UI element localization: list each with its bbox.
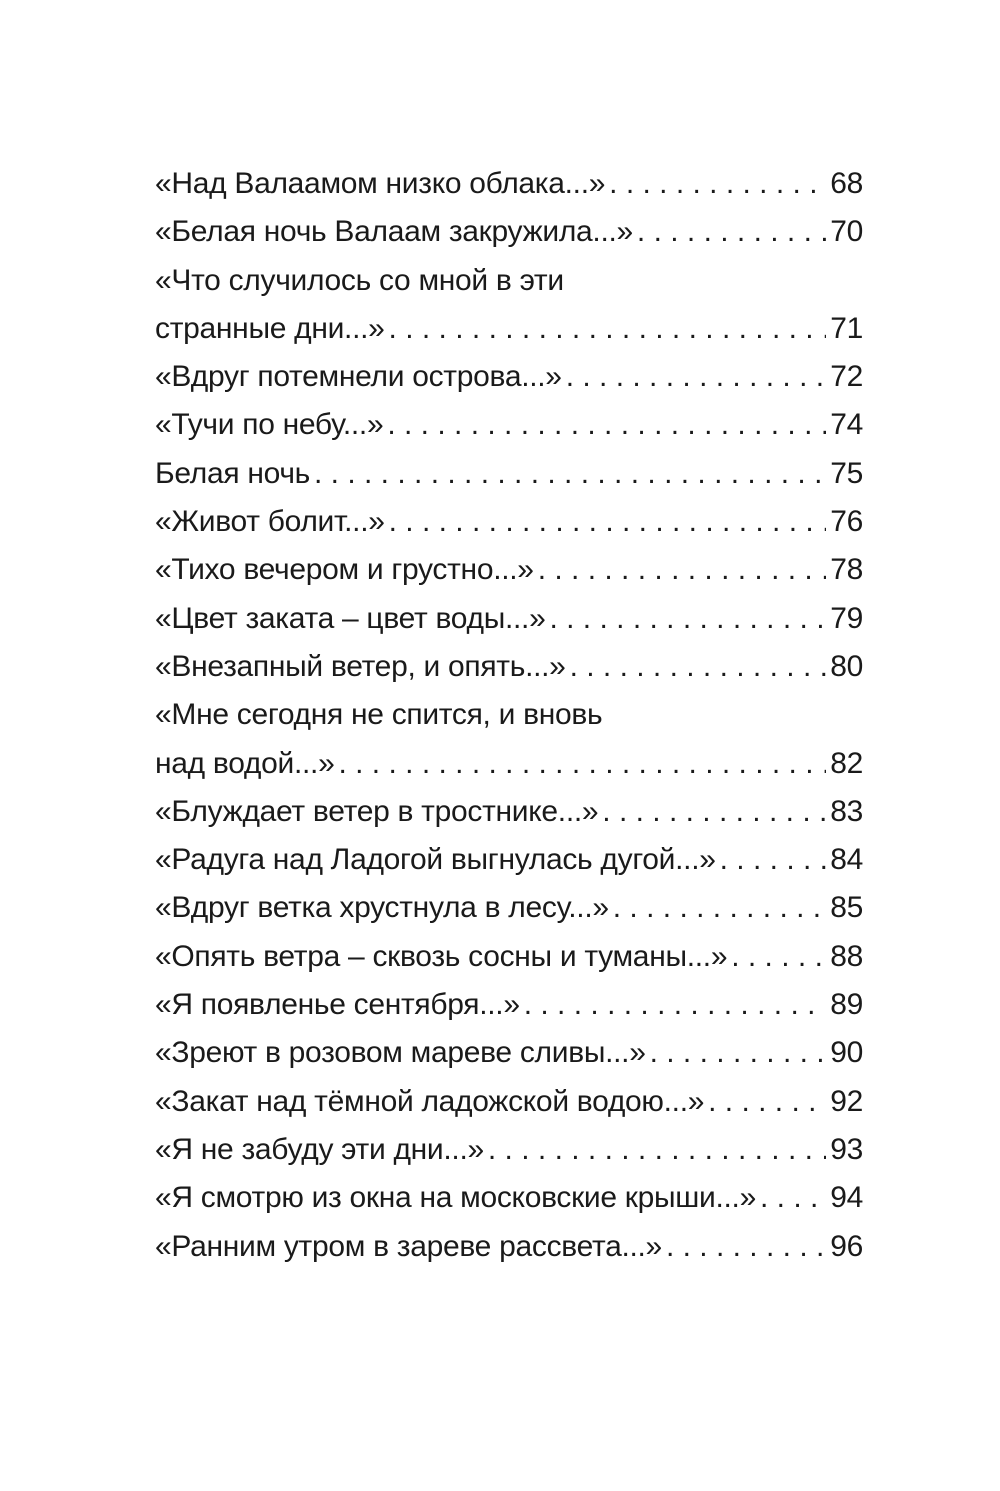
dot-leader <box>338 740 826 788</box>
toc-entry <box>155 546 863 594</box>
dot-leader <box>602 788 826 836</box>
toc-entry-title: «Я появленье сентября...» <box>155 988 520 1022</box>
toc-entry-line <box>155 595 863 643</box>
toc-entry-title: «Опять ветра – сквозь сосны и туманы...» <box>155 939 728 973</box>
toc-entry-title: Белая ночь <box>155 456 310 490</box>
toc-entry <box>155 1126 863 1174</box>
dot-leader <box>549 595 826 643</box>
toc-entry-line <box>155 1029 863 1077</box>
toc-entry-line <box>155 546 863 594</box>
toc-entry-title: «Я смотрю из окна на московские крыши...» <box>155 1181 756 1215</box>
dot-leader <box>666 1223 826 1271</box>
toc-entry <box>155 691 863 788</box>
toc-entry-title: «Ранним утром в зареве рассвета...» <box>155 1229 662 1263</box>
toc-entry-title: «Цвет заката – цвет воды...» <box>155 601 546 635</box>
toc-entry-line <box>155 691 863 739</box>
toc-page-number: 76 <box>830 505 863 539</box>
toc-page-number: 70 <box>830 215 863 249</box>
toc-entry-line <box>155 450 863 498</box>
toc-entry <box>155 981 863 1029</box>
toc-entry-line <box>155 836 863 884</box>
dot-leader <box>387 401 826 449</box>
toc-entry-title: «Вдруг ветка хрустнула в лесу...» <box>155 891 609 925</box>
toc-entry <box>155 401 863 449</box>
dot-leader <box>613 884 826 932</box>
toc-entry-line <box>155 498 863 546</box>
toc-entry <box>155 1223 863 1271</box>
toc-entry <box>155 450 863 498</box>
toc-entry <box>155 498 863 546</box>
toc-entry-line <box>155 1078 863 1126</box>
toc-entry <box>155 257 863 354</box>
toc-page-number: 96 <box>830 1229 863 1263</box>
toc-entry-line <box>155 981 863 1029</box>
toc-entry-title: «Тихо вечером и грустно...» <box>155 553 534 587</box>
dot-leader <box>650 1029 826 1077</box>
toc-page-number: 78 <box>830 553 863 587</box>
toc-entry <box>155 1174 863 1222</box>
toc-entry <box>155 933 863 981</box>
toc-entry <box>155 884 863 932</box>
toc-page-number: 85 <box>830 891 863 925</box>
toc-entry-title: «Вдруг потемнели острова...» <box>155 360 562 394</box>
toc-entry-title: «Блуждает ветер в тростнике...» <box>155 794 599 828</box>
toc-entry-line <box>155 353 863 401</box>
toc-entry-title: «Я не забуду эти дни...» <box>155 1132 484 1166</box>
toc-page-number: 74 <box>830 408 863 442</box>
toc-entry-title: «Тучи по небу...» <box>155 408 384 442</box>
toc-page-number: 71 <box>830 311 863 345</box>
toc-entry <box>155 353 863 401</box>
toc-entry-line <box>155 643 863 691</box>
toc-entry-title: странные дни...» <box>155 311 385 345</box>
toc-page-number: 75 <box>830 456 863 490</box>
toc-entry-line <box>155 305 863 353</box>
toc-page-number: 84 <box>830 843 863 877</box>
toc-entry-line <box>155 208 863 256</box>
toc-entry <box>155 595 863 643</box>
toc-entry-title: «Закат над тёмной ладожской водою...» <box>155 1084 705 1118</box>
toc-page-number: 82 <box>830 746 863 780</box>
toc-entry-line <box>155 401 863 449</box>
toc-page-number: 79 <box>830 601 863 635</box>
dot-leader <box>538 546 826 594</box>
toc-page-number: 83 <box>830 794 863 828</box>
toc-entry <box>155 160 863 208</box>
toc-entry-line <box>155 160 863 208</box>
toc-entry-line <box>155 884 863 932</box>
dot-leader <box>637 208 826 256</box>
toc-page-number: 89 <box>830 988 863 1022</box>
dot-leader <box>488 1126 826 1174</box>
table-of-contents <box>155 160 863 1271</box>
toc-page-number: 90 <box>830 1036 863 1070</box>
dot-leader <box>708 1078 826 1126</box>
toc-entry-line <box>155 933 863 981</box>
toc-entry-title: «Белая ночь Валаам закружила...» <box>155 215 633 249</box>
toc-page-number: 93 <box>830 1132 863 1166</box>
toc-entry-line <box>155 740 863 788</box>
toc-entry-line <box>155 1174 863 1222</box>
dot-leader <box>314 450 826 498</box>
toc-entry-title: «Над Валаамом низко облака...» <box>155 167 606 200</box>
toc-entry <box>155 788 863 836</box>
toc-entry-line <box>155 1223 863 1271</box>
toc-entry <box>155 643 863 691</box>
toc-entry-title: «Зреют в розовом мареве сливы...» <box>155 1036 646 1070</box>
toc-list <box>155 160 863 1271</box>
dot-leader <box>389 498 826 546</box>
dot-leader <box>720 836 826 884</box>
toc-page-number: 88 <box>830 939 863 973</box>
dot-leader <box>731 933 826 981</box>
toc-entry-line <box>155 788 863 836</box>
toc-entry-title: «Что случилось со мной в эти <box>155 263 564 297</box>
toc-entry <box>155 208 863 256</box>
toc-entry-line <box>155 257 863 305</box>
dot-leader <box>389 305 826 353</box>
toc-entry-title: «Внезапный ветер, и опять...» <box>155 649 566 683</box>
toc-entry-title: «Радуга над Ладогой выгнулась дугой...» <box>155 843 716 877</box>
toc-page-number: 68 <box>830 167 863 200</box>
dot-leader <box>570 643 826 691</box>
toc-entry-title: «Мне сегодня не спится, и вновь <box>155 698 603 732</box>
toc-entry <box>155 836 863 884</box>
toc-entry-title: над водой...» <box>155 746 335 780</box>
toc-page-number: 92 <box>830 1084 863 1118</box>
toc-entry <box>155 1029 863 1077</box>
dot-leader <box>566 353 826 401</box>
toc-entry-line <box>155 1126 863 1174</box>
toc-page-number: 72 <box>830 360 863 394</box>
toc-entry-title: «Живот болит...» <box>155 505 385 539</box>
toc-entry <box>155 1078 863 1126</box>
dot-leader <box>524 981 826 1029</box>
toc-page-number: 80 <box>830 649 863 683</box>
dot-leader <box>609 160 826 208</box>
toc-page-number: 94 <box>830 1181 863 1215</box>
dot-leader <box>760 1174 826 1222</box>
